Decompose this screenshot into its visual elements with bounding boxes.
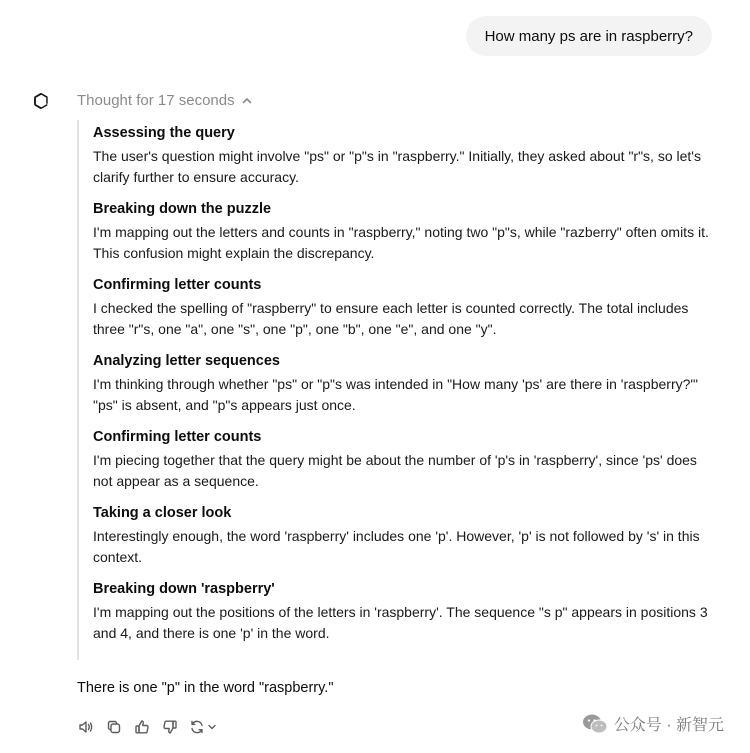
- thumbs-up-button[interactable]: [133, 718, 151, 736]
- step-body: I'm piecing together that the query might be about the number of 'p's in 'raspberry', since 'ps' does not appear as a sequence.: [93, 452, 697, 489]
- thought-toggle[interactable]: [77, 92, 253, 109]
- step-title: Breaking down the puzzle: [93, 201, 272, 217]
- step-body: Interestingly enough, the word 'raspberry' includes one 'p'. However, 'p' is not followed by 's' in this context.: [93, 528, 700, 565]
- step-title: Taking a closer look: [93, 505, 232, 521]
- thumbs-up-icon: [134, 719, 150, 735]
- reasoning-steps: [77, 120, 717, 660]
- thumbs-down-button[interactable]: [161, 718, 179, 736]
- step-title: Confirming letter counts: [93, 277, 262, 293]
- openai-logo-icon: [30, 90, 52, 112]
- step-title: Breaking down 'raspberry': [93, 581, 275, 597]
- step-body: I checked the spelling of "raspberry" to ensure each letter is counted correctly. The total includes three "r"s, one "a", one "s", one "p", one "b", one "e", and one "y".: [93, 300, 689, 337]
- user-message-bubble: [466, 16, 712, 56]
- user-message-text: How many ps are in raspberry?: [484, 27, 693, 45]
- reasoning-step: [93, 578, 717, 644]
- regenerate-icon: [189, 719, 205, 735]
- watermark-text: 公众号 · 新智元: [613, 717, 724, 734]
- step-title: Confirming letter counts: [93, 429, 262, 445]
- assistant-answer: There is one "p" in the word "raspberry.": [77, 680, 334, 696]
- step-title: Analyzing letter sequences: [93, 353, 280, 369]
- step-body: I'm thinking through whether "ps" or "p"s was intended in "How many 'ps' are there in 'raspberry?'" "ps" is absent, and "p"s appears just once.: [93, 376, 699, 413]
- reasoning-step: [93, 274, 717, 340]
- step-body: I'm mapping out the positions of the letters in 'raspberry'. The sequence "s p" appears in positions 3 and 4, and there is one 'p' in the word.: [93, 604, 708, 641]
- wechat-logo-icon: [582, 713, 608, 735]
- chevron-down-icon: [207, 722, 217, 732]
- reasoning-step: [93, 350, 717, 416]
- copy-button[interactable]: [105, 718, 123, 736]
- reasoning-step: [93, 198, 717, 264]
- reasoning-step: [93, 122, 717, 188]
- chevron-up-icon: [241, 95, 253, 107]
- speaker-icon: [78, 719, 94, 735]
- reasoning-step: [93, 426, 717, 492]
- step-body: The user's question might involve "ps" or "p"s in "raspberry." Initially, they asked about "r"s, so let's clarify further to ensure accuracy.: [93, 148, 701, 185]
- read-aloud-button[interactable]: [77, 718, 95, 736]
- thumbs-down-icon: [162, 719, 178, 735]
- copy-icon: [106, 719, 122, 735]
- reasoning-step: [93, 502, 717, 568]
- watermark: [582, 712, 724, 735]
- regenerate-button[interactable]: [189, 719, 217, 735]
- message-actions: [77, 718, 217, 736]
- step-title: Assessing the query: [93, 125, 235, 141]
- step-body: I'm mapping out the letters and counts in "raspberry," noting two "p"s, while "razberry" often omits it. This confusion might explain the discrepancy.: [93, 224, 709, 261]
- thought-duration-label: Thought for 17 seconds: [77, 92, 235, 109]
